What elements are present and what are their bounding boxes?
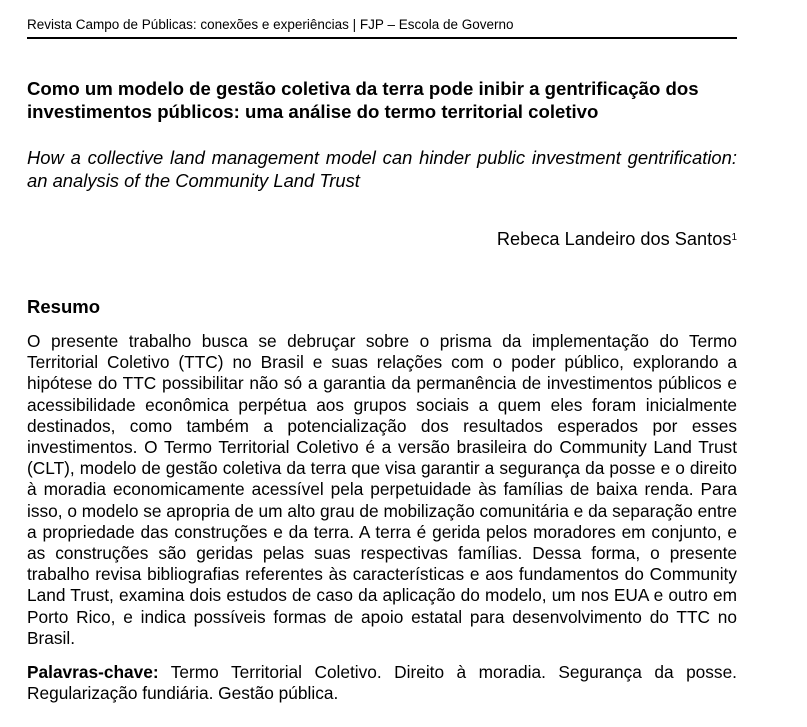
abstract-text: O presente trabalho busca se debruçar sobre o prisma da implementação do Termo Territorial Coletivo (TTC) no Brasil e suas relações com o poder público, explorando a hipótese do TTC possibilitar não só a garantia da permanência de investimentos públicos e acessibilidade econômica perpétua aos grupos sociais a quem eles foram inicialmente destinados, como também a potencialização dos resultados esperados por esses investimentos. O Termo Territorial Coletivo é a versão brasileira do Community Land Trust (CLT), modelo de gestão coletiva da terra que visa garantir a segurança da posse e o direito à moradia economicamente acessível pela perpetuidade às famílias de baixa renda. Para isso, o modelo se apropria de um alto grau de mobilização comunitária e da separação entre a propriedade das construções e da terra. A terra é gerida pelos moradores em conjunto, e as construções são geridas pelas suas respectivas famílias. Dessa forma, o presente trabalho revisa bibliografias referentes às características e aos fundamentos do Community Land Trust, examina dois estudos de caso da aplicação do modelo, um nos EUA e outro em Porto Rico, e indica possíveis formas de apoio estatal para desenvolvimento do TTC no Brasil. bbox=[27, 331, 737, 648]
keywords-label: Palavras-chave: bbox=[27, 662, 159, 682]
keywords-paragraph bbox=[27, 662, 737, 704]
author-footnote-marker[interactable]: 1 bbox=[731, 232, 737, 243]
author-line bbox=[497, 228, 737, 250]
title-english: How a collective land management model can hinder public investment gentrification: an analysis of the Community Land Trust bbox=[27, 147, 737, 191]
header-divider bbox=[27, 37, 737, 39]
journal-header: Revista Campo de Públicas: conexões e experiências | FJP – Escola de Governo bbox=[27, 17, 514, 32]
keywords-text: Termo Territorial Coletivo. Direito à moradia. Segurança da posse. Regularização fundiária. Gestão pública. bbox=[27, 662, 737, 704]
author-name: Rebeca Landeiro dos Santos bbox=[496, 229, 732, 249]
abstract-heading: Resumo bbox=[27, 296, 100, 317]
title-portuguese: Como um modelo de gestão coletiva da terra pode inibir a gentrificação dos investimentos públicos: uma análise do termo territorial coletivo bbox=[27, 78, 699, 122]
